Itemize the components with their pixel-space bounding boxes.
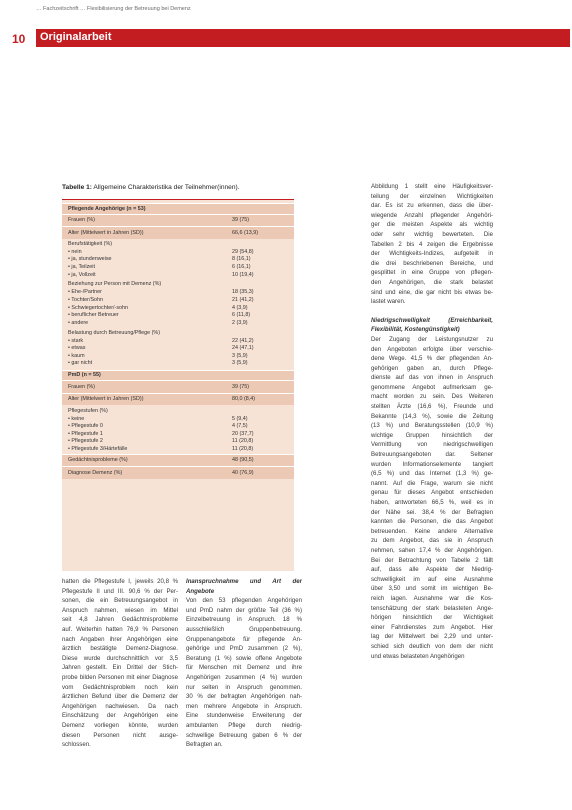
table-row [62,320,294,328]
text-line: macht worden zu sein. Des Weiteren [371,393,493,401]
table-row [62,360,294,368]
text-line: diesen Personen nicht ausge- [62,731,178,739]
text-line: haben, antworteten 66,5 %, weil es in [371,499,493,506]
text-line: 30 % der befragten Angehörigen nah- [186,693,302,701]
page-number: 10 [12,32,26,46]
text-line: auf, dass alle Aspekte der Niedrig- [371,566,493,574]
table-cell-value: 6 (11,8) [232,312,251,319]
table-row [62,345,294,353]
text-line: Jahren gestellt. Ein Drittel der Stich- [62,664,178,672]
table-cell-value: 2 (3,9) [232,319,248,326]
text-line: Betreuungsangeboten dar. Seltener [371,451,493,459]
table-cell-value: 8 (16,1) [232,256,251,263]
text-line: Abbildung 1 stellt eine Häufigkeitsver- [371,183,493,190]
text-line: wichtige Gruppen hinsichtlich der [371,431,493,439]
table-row [62,454,294,467]
text-line: stellten Ärzte (16,6 %), Freunde und [371,403,493,411]
table-cell-label: • Pflegestufe 2 [68,438,103,445]
table-row [62,423,294,431]
table-caption-text: Allgemeine Charakteristika der Teilnehmer(innen). [93,184,240,191]
table-cell-value: 24 (47,1) [232,345,254,352]
table-cell-label: Gedächtnisprobleme (%) [68,457,128,464]
table-row [62,353,294,361]
table-cell-label: • beruflicher Betreuer [68,312,119,319]
text-line: gehörige und PmD zusammen (2 %), [186,645,302,653]
table-row [62,203,294,214]
table-cell-label: • Tochter/Sohn [68,296,104,303]
text-line: tenschätzung der stark belasteten Ange- [371,604,493,612]
text-line: schwelligkeit im auf eine Ausnahme [371,575,493,583]
table-row [62,214,294,227]
table-row [62,289,294,297]
table-row [62,281,294,289]
table-cell-label: Diagnose Demenz (%) [68,469,123,476]
text-line: Befragten an. [186,741,223,749]
text-line: auf. Weiterhin hatten 76,9 % Personen [62,625,178,633]
text-line: dene Wege. 41,5 % der pflegenden An- [371,355,493,363]
text-line: hörigen hinsichtlich der Wichtigkeit [371,614,493,622]
text-line: Angehörigen nachwiesen. Da nach [62,702,178,710]
table-row [62,438,294,446]
table-row [62,393,294,406]
table-cell-label: Pflegende Angehörige (n = 53) [68,205,146,212]
text-line: schwellige Betreuung gaben 6 % der [186,731,302,739]
table-row [62,446,294,454]
table-row [62,380,294,393]
table-cell-label: Beziehung zur Person mit Demenz (%) [68,281,162,288]
table-cell-label: • Pflegestufe 3/Härtefälle [68,446,128,453]
table-row [62,407,294,415]
table-cell-value: 11 (20,8) [232,446,254,453]
table-cell-label: • andere [68,319,89,326]
body-column-left [62,577,178,750]
table-cell-value: 10 (19,4) [232,271,254,278]
text-line: men mehrere Angebote in Anspruch. [186,702,302,710]
text-line: sind und eine, die gar nicht bis etwas be- [371,288,493,296]
table-row [62,338,294,346]
table-cell-label: • ja, stundenweise [68,256,112,263]
body-column-middle [186,577,302,750]
table-cell-value: 3 (5,9) [232,352,248,359]
text-line: teilung der einzelnen Wichtigkeiten [371,192,493,200]
text-line: hatten die Pflegestufe I, jeweils 20,8 % [62,578,178,585]
table-cell-label: Pflegestufen (%) [68,407,108,414]
text-line: schlossen. [62,741,91,749]
table-cell-value: 4 (7,5) [232,423,248,430]
table-cell-value: 4 (3,9) [232,304,248,311]
text-line: probe bilden Personen mit einer Diagnose [62,673,178,681]
text-line: ärztlichen Befund über die Demenz der [62,693,178,701]
table-cell-label: • ja, Teilzeit [68,263,95,270]
table-cell-label: • Pflegestufe 0 [68,423,103,430]
text-line: vom Gedächtnisproblem noch kein [62,683,178,691]
section-label: Originalarbeit [40,31,112,43]
table-row [62,305,294,313]
text-line: der Nähe sei. 38,4 % der Befragten [371,508,493,516]
section-heading: Inanspruchnahme und Art der Angebote [186,578,302,595]
table-cell-label: • Pflegestufe 1 [68,430,103,437]
text-line: Angehörigen zusammen (4 %) wurden [186,673,302,681]
table-row [62,416,294,424]
table-row [62,297,294,305]
table-cell-label: PmD (n = 55) [68,372,101,379]
table-cell-value: 39 (75) [232,383,250,390]
text-line: lastet waren. [371,298,406,306]
table-cell-label: Alter (Mittelwert in Jahren (SD)) [68,229,144,236]
table-cell-value: 29 (54,8) [232,248,254,255]
table-row [62,264,294,272]
table-cell-value: 80,0 (8,4) [232,396,256,403]
table-cell-value: 39 (75) [232,217,250,223]
text-line: zu dem Angebot, das sie in Anspruch [371,537,493,545]
table-cell-value: 6 (16,1) [232,263,251,270]
table-cell-label: • stark [68,337,84,344]
table-row [62,241,294,249]
table-cell-value: 40 (76,9) [232,469,254,476]
text-line: dienste auf das von ihnen in Anspruch [371,374,493,382]
text-line: gesplittet in eine Gruppe von pflegen- [371,269,493,277]
text-line: ger die meisten Aspekte als wichtig [371,221,493,229]
text-line: einer Fahrdienstes zum Angebot. Hier [371,623,493,631]
table-row [62,370,294,381]
text-line: betreuenden. Keine andere Alternative [371,527,493,535]
text-line: oder sehr wichtig bewerteten. Die [371,230,493,238]
text-line: genommene Angebot aufmerksam ge- [371,383,493,391]
text-line: dar. Es ist zu erkennen, dass die über- [371,202,493,210]
table-cell-label: • kaum [68,352,85,359]
text-line: Gruppenangebote für pflegende An- [186,635,302,643]
text-line: Eine stundenweise Erweiterung der [186,712,302,720]
text-line: und PmD nahm der größte Teil (36 %) [186,606,302,614]
text-line: (6,5 %) und das Internet (1,3 %) ge- [371,470,493,478]
table-row [62,272,294,280]
text-line: Der Zugang der Leistungsnutzer zu [371,335,493,343]
text-line: ausschließlich Gruppenbetreuung. [186,625,302,633]
table-row [62,312,294,320]
table-cell-label: • ja, Vollzeit [68,271,96,278]
text-line: nur selten in Anspruch genommen. [186,683,302,691]
table-cell-label: Frauen (%) [68,217,95,223]
text-line: nehmen, sahen 17,4 % der Angehörigen. [371,546,493,554]
table-caption-label: Tabelle 1: [62,184,92,191]
text-line: Tabellen 2 bis 4 zeigen die Ergebnisse [371,240,493,248]
text-line: sonen, die ein Betreuungsangebot in [62,597,178,605]
text-line: gehörigen gaben an, durch Pflege- [371,364,493,372]
table-caption [62,184,352,191]
table-cell-value: 18 (35,3) [232,289,254,296]
text-line: nach Angaben ihrer Angehörigen eine [62,635,178,643]
table-cell-label: Belastung durch Betreuung/Pflege (%) [68,329,160,336]
table-cell-label: • etwas [68,345,86,352]
text-line: Anspruch nahmen, wiesen im Mittel [62,606,178,614]
text-line: Beratung (1 %) sowie offene Angebote [186,654,302,662]
table-cell-label: • Schwiegertochter/-sohn [68,304,129,311]
text-line: Demenz vorliegen könnte, wurden [62,721,178,729]
text-line: schied sich deutlich von dem der nicht [371,642,493,650]
table-cell-value: 20 (37,7) [232,430,254,437]
text-line: Bekannte (14,3 %), sowie die Zeitung [371,412,493,420]
table-cell-value: 3 (5,9) [232,360,248,367]
table-cell-label: • Ehe-/Partner [68,289,102,296]
text-line: nannt. Auf die Frage, warum sie nicht [371,479,493,487]
table-row [62,226,294,239]
text-line: Von den 53 pflegenden Angehörigen [186,597,302,605]
running-head: … Fachzeitschrift … Flexibilisierung der Betreuung bei Demenz [36,6,191,12]
text-line: Einschätzung der Angehörigen eine [62,712,178,720]
table-row [62,329,294,337]
text-line: den Angeboten erfolgte über verschie- [371,345,493,353]
text-line: ärztlich bestätigte Demenz-Diagnose. [62,645,178,653]
text-line: genau für dieses Angebot entschieden [371,489,493,497]
text-line: Vermittlung von niedrigschwelligen [371,441,493,449]
text-line: seit 4,8 Jahren Gedächtnisprobleme [62,616,178,624]
body-column-right [371,182,493,661]
table-cell-value: 5 (9,4) [232,415,248,422]
characteristics-table [62,199,294,571]
table-row [62,249,294,257]
table-cell-value: 22 (41,2) [232,337,254,344]
section-bar [36,29,570,47]
table-cell-value: 48 (90,5) [232,457,254,464]
text-line: (13 %) und Beratungsstellen (10,9 %) [371,422,493,430]
text-line: der Wichtigkeits-Indizes, aufgeteilt in [371,250,493,258]
text-line: und etwas belasteten Angehörigen [371,652,465,660]
text-line: Diese wurde durchschnittlich vor 3,5 [62,654,178,662]
text-line: die drei beschriebenen Bereiche, und [371,259,493,267]
text-line: den Angehörigen, die stark belastet [371,278,493,286]
text-line: ambulanten Pflege durch niedrig- [186,721,302,729]
table-cell-value: 11 (20,8) [232,438,254,445]
text-line: kannten die Personen, die das Angebot [371,518,493,526]
table-row [62,466,294,479]
text-line: lag der Mittelwert bei 2,29 und unter- [371,633,493,641]
table-cell-label: Alter (Mittelwert in Jahren (SD)) [68,396,144,403]
table-cell-label: Berufstätigkeit (%) [68,240,113,247]
text-line: Pflegestufe II und III. 90,6 % der Per- [62,587,178,595]
text-line: wiegende Anzahl pflegender Angehöri- [371,211,493,219]
table-cell-label: • nein [68,248,82,255]
table-cell-value: 66,6 (13,9) [232,229,259,236]
table-row [62,256,294,264]
table-cell-label: • keine [68,415,85,422]
table-cell-label: • gar nicht [68,360,93,367]
text-line: über 3,50 und somit im wichtigen Be- [371,585,493,593]
text-line: Bei der Betrachtung von Tabelle 2 fällt [371,556,493,564]
text-line: Einzelbetreuung in Anspruch. 18 % [186,616,302,624]
text-line: wurden Informationselemente tangiert [371,460,493,468]
text-line: für Menschen mit Demenz und ihre [186,664,302,672]
table-row [62,431,294,439]
table-cell-label: Frauen (%) [68,383,95,390]
table-cell-value: 21 (41,2) [232,296,254,303]
section-heading: Niedrigschwelligkeit (Erreichbarkeit, Flexibilität, Kostengünstigkeit) [371,316,493,334]
text-line: reich lagen. Ausnahme war die Kos- [371,594,493,602]
